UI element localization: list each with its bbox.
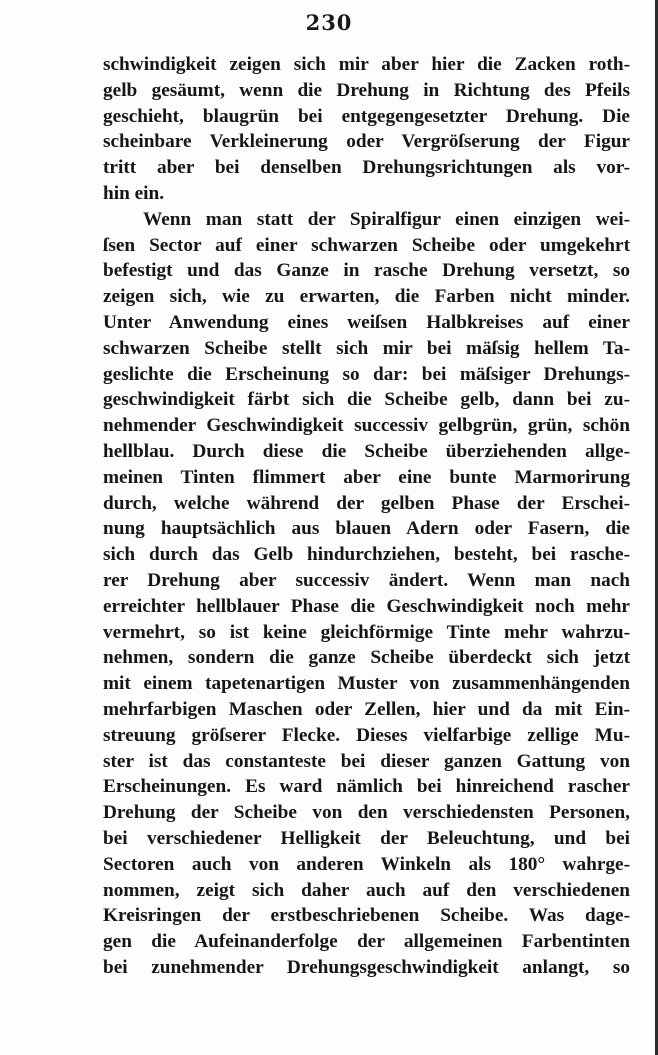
- text-line: Sectoren auch von anderen Winkeln als 180° wahrge-: [103, 853, 630, 875]
- body-text: [103, 52, 630, 981]
- text-line: tritt aber bei denselben Drehungsrichtungen als vor-: [103, 157, 630, 179]
- text-line: gen die Aufeinanderfolge der allgemeinen Farbentinten: [103, 931, 630, 953]
- text-line: zeigen sich, wie zu erwarten, die Farben nicht minder.: [103, 286, 630, 308]
- text-line: bei zunehmender Drehungsgeschwindigkeit anlangt, so: [103, 956, 630, 978]
- text-line: bei verschiedener Helligkeit der Beleuchtung, und bei: [103, 827, 630, 849]
- text-line: durch, welche während der gelben Phase der Erschei-: [103, 492, 630, 514]
- text-line: erreichter hellblauer Phase die Geschwindigkeit noch mehr: [103, 595, 630, 617]
- text-line: mehrfarbigen Maschen oder Zellen, hier und da mit Ein-: [103, 698, 630, 720]
- text-line: hin ein.: [103, 182, 165, 204]
- text-line: nehmen, sondern die ganze Scheibe überdeckt sich jetzt: [103, 647, 630, 669]
- text-line: gelb gesäumt, wenn die Drehung in Richtung des Pfeils: [103, 79, 630, 101]
- text-line: ster ist das constanteste bei dieser ganzen Gattung von: [103, 750, 630, 772]
- text-line: mit einem tapetenartigen Muster von zusammenhängenden: [103, 673, 630, 695]
- text-line: rer Drehung aber successiv ändert. Wenn man nach: [103, 569, 630, 591]
- text-line: Unter Anwendung eines weiſsen Halbkreises auf einer: [103, 311, 630, 333]
- paragraph-start-line: Wenn man statt der Spiralfigur einen einzigen wei-: [143, 208, 630, 230]
- text-line: nehmender Geschwindigkeit successiv gelbgrün, grün, schön: [103, 415, 630, 437]
- text-line: scheinbare Verkleinerung oder Vergröſserung der Figur: [103, 131, 630, 153]
- text-line: Kreisringen der erstbeschriebenen Scheibe. Was dage-: [103, 905, 630, 927]
- text-line: schwarzen Scheibe stellt sich mir bei mäſsig hellem Ta-: [103, 337, 630, 359]
- text-line: geschwindigkeit färbt sich die Scheibe gelb, dann bei zu-: [103, 389, 630, 411]
- text-line: befestigt und das Ganze in rasche Drehung versetzt, so: [103, 260, 630, 282]
- text-line: vermehrt, so ist keine gleichförmige Tinte mehr wahrzu-: [103, 621, 630, 643]
- text-line: streuung gröſserer Flecke. Dieses vielfarbige zellige Mu-: [103, 724, 630, 746]
- text-line: geslichte die Erscheinung so dar: bei mäſsiger Drehungs-: [103, 363, 630, 385]
- text-line: schwindigkeit zeigen sich mir aber hier die Zacken roth-: [103, 54, 630, 75]
- text-line: meinen Tinten flimmert aber eine bunte Marmorirung: [103, 466, 630, 488]
- text-line: nung hauptsächlich aus blauen Adern oder Fasern, die: [103, 518, 630, 540]
- text-line: sich durch das Gelb hindurchziehen, besteht, bei rasche-: [103, 544, 630, 566]
- text-line: nommen, zeigt sich daher auch auf den verschiedenen: [103, 879, 630, 901]
- page-number: 230: [305, 10, 353, 35]
- text-line: Drehung der Scheibe von den verschiedensten Personen,: [103, 802, 630, 824]
- text-line: Erscheinungen. Es ward nämlich bei hinreichend rascher: [103, 776, 630, 798]
- text-line: ſsen Sector auf einer schwarzen Scheibe oder umgekehrt: [103, 234, 630, 256]
- text-line: geschieht, blaugrün bei entgegengesetzter Drehung. Die: [103, 105, 630, 127]
- text-line: hellblau. Durch diese die Scheibe überziehenden allge-: [103, 440, 630, 462]
